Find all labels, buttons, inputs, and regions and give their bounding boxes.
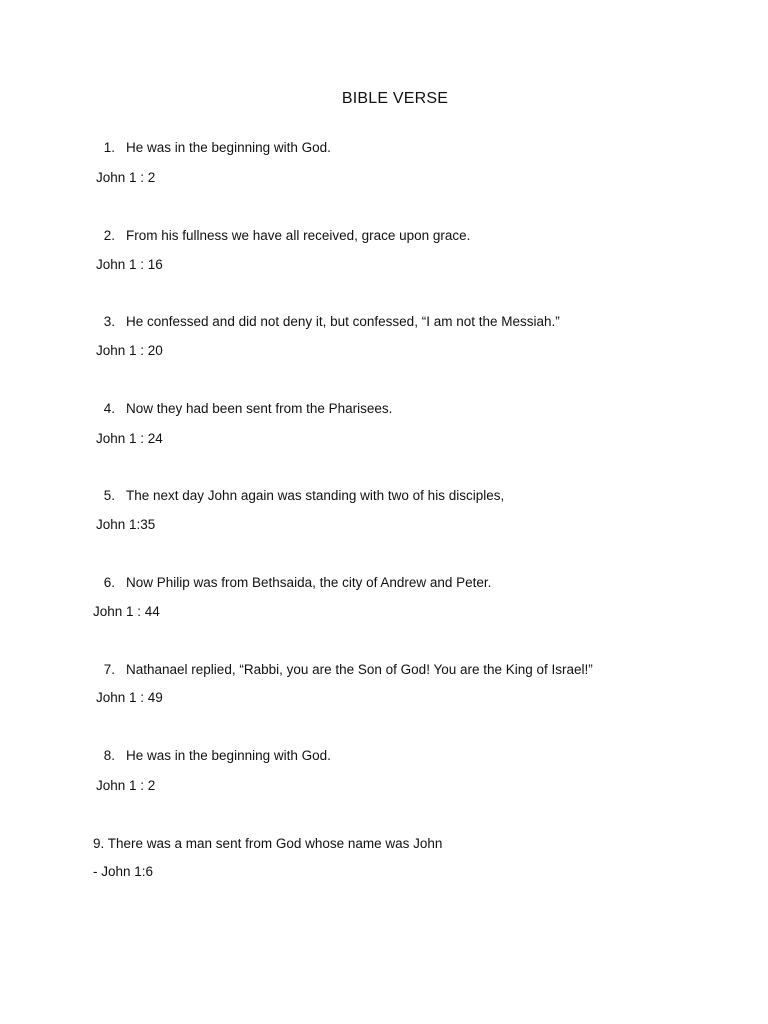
verse-item bbox=[92, 139, 331, 157]
verse-item bbox=[92, 747, 331, 765]
verse-number: 2. bbox=[103, 228, 115, 243]
verse-number: 3. bbox=[103, 314, 115, 329]
page-title: BIBLE VERSE bbox=[341, 90, 449, 107]
verse-reference: John 1 : 16 bbox=[96, 257, 163, 272]
verse-reference: John 1 : 44 bbox=[93, 604, 160, 619]
verse-text: The next day John again was standing with two of his disciples, bbox=[126, 488, 505, 503]
verse-reference: John 1 : 49 bbox=[96, 690, 163, 705]
verse-number: 6. bbox=[103, 575, 115, 590]
verse-reference: John 1 : 20 bbox=[96, 343, 163, 358]
verse-text: He was in the beginning with God. bbox=[126, 140, 331, 155]
verse-reference: John 1 : 2 bbox=[96, 778, 156, 793]
final-verse-reference: - John 1:6 bbox=[93, 864, 154, 879]
verse-item bbox=[92, 487, 504, 505]
verse-reference: John 1 : 2 bbox=[96, 170, 156, 185]
verse-item bbox=[92, 227, 470, 245]
verse-text: Now Philip was from Bethsaida, the city of Andrew and Peter. bbox=[126, 575, 492, 590]
verse-number: 8. bbox=[103, 748, 115, 763]
verse-text: He confessed and did not deny it, but confessed, “I am not the Messiah.” bbox=[126, 314, 560, 329]
verse-reference: John 1:35 bbox=[96, 517, 156, 532]
verse-item bbox=[92, 313, 560, 331]
verse-item bbox=[92, 400, 392, 418]
final-verse-text: 9. There was a man sent from God whose name was John bbox=[93, 836, 443, 851]
verse-item bbox=[92, 661, 593, 679]
verse-number: 1. bbox=[103, 140, 115, 155]
verse-item bbox=[92, 574, 491, 592]
verse-number: 4. bbox=[103, 401, 115, 416]
verse-number: 7. bbox=[103, 662, 115, 677]
verse-number: 5. bbox=[103, 488, 115, 503]
verse-text: Nathanael replied, “Rabbi, you are the Son of God! You are the King of Israel!” bbox=[126, 662, 593, 677]
verse-text: From his fullness we have all received, grace upon grace. bbox=[126, 228, 471, 243]
verse-text: Now they had been sent from the Pharisees. bbox=[126, 401, 393, 416]
verse-reference: John 1 : 24 bbox=[96, 431, 163, 446]
verse-text: He was in the beginning with God. bbox=[126, 748, 331, 763]
